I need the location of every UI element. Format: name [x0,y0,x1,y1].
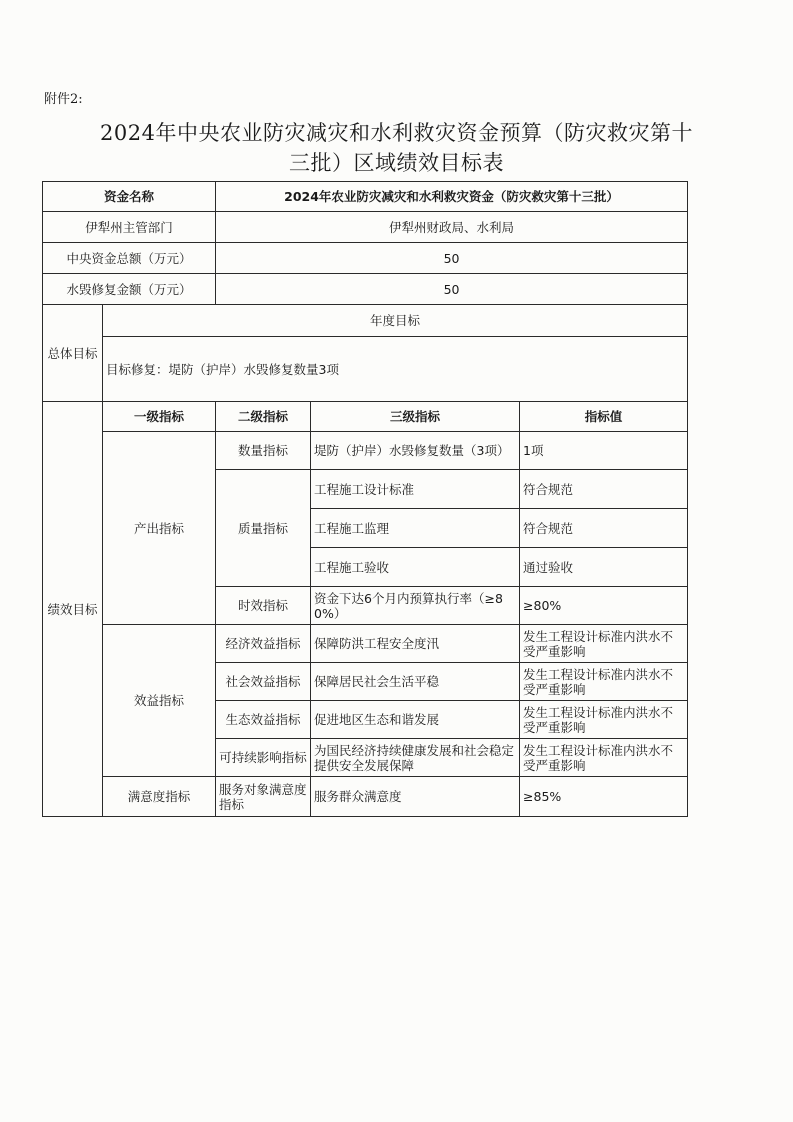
header-value: 指标值 [520,402,688,432]
quantity-indicator-item: 堤防（护岸）水毁修复数量（3项） [311,432,520,470]
quality-item-design: 工程施工设计标准 [311,470,520,509]
sustainable-impact-label: 可持续影响指标 [216,739,311,777]
benefit-indicator-label: 效益指标 [103,625,216,777]
title-line-1: 2024年中央农业防灾减灾和水利救灾资金预算（防灾救灾第十 [100,121,693,145]
table-row [43,274,688,305]
attachment-label: 附件2: [44,92,83,107]
quantity-indicator-label: 数量指标 [216,432,311,470]
timeliness-indicator-item: 资金下达6个月内预算执行率（≥80%） [311,587,520,625]
table-row [43,777,688,817]
satisfaction-sub-label: 服务对象满意度指标 [216,777,311,817]
title-line-2: 三批）区域绩效目标表 [289,151,504,175]
header-level-3: 三级指标 [311,402,520,432]
ecological-benefit-item: 促进地区生态和谐发展 [311,701,520,739]
quantity-indicator-value: 1项 [520,432,688,470]
table-row [43,212,688,243]
dept-value: 伊犁州财政局、水利局 [216,212,688,243]
table-row [43,337,688,402]
economic-benefit-item: 保障防洪工程安全度汛 [311,625,520,663]
repair-fund-value: 50 [216,274,688,305]
performance-target-table [42,181,688,817]
quality-value-acceptance: 通过验收 [520,548,688,587]
header-level-2: 二级指标 [216,402,311,432]
output-indicator-label: 产出指标 [103,432,216,625]
table-row [43,305,688,337]
timeliness-indicator-label: 时效指标 [216,587,311,625]
table-row [43,432,688,470]
social-benefit-label: 社会效益指标 [216,663,311,701]
sustainable-impact-item: 为国民经济持续健康发展和社会稳定提供安全发展保障 [311,739,520,777]
quality-item-acceptance: 工程施工验收 [311,548,520,587]
annual-target-header: 年度目标 [103,305,688,337]
total-fund-value: 50 [216,243,688,274]
satisfaction-indicator-label: 满意度指标 [103,777,216,817]
table-row [43,625,688,663]
repair-fund-label: 水毁修复金额（万元） [43,274,216,305]
table-row [43,402,688,432]
annual-target-text: 目标修复：堤防（护岸）水毁修复数量3项 [103,337,688,402]
sustainable-impact-value: 发生工程设计标准内洪水不受严重影响 [520,739,688,777]
overall-target-label: 总体目标 [43,305,103,402]
quality-value-design: 符合规范 [520,470,688,509]
quality-value-supervision: 符合规范 [520,509,688,548]
fund-name-value: 2024年农业防灾减灾和水利救灾资金（防灾救灾第十三批） [216,182,688,212]
performance-target-label: 绩效目标 [43,402,103,817]
document-title [30,118,763,178]
social-benefit-value: 发生工程设计标准内洪水不受严重影响 [520,663,688,701]
total-fund-label: 中央资金总额（万元） [43,243,216,274]
dept-label: 伊犁州主管部门 [43,212,216,243]
social-benefit-item: 保障居民社会生活平稳 [311,663,520,701]
quality-item-supervision: 工程施工监理 [311,509,520,548]
satisfaction-item: 服务群众满意度 [311,777,520,817]
ecological-benefit-label: 生态效益指标 [216,701,311,739]
fund-name-label: 资金名称 [43,182,216,212]
economic-benefit-label: 经济效益指标 [216,625,311,663]
ecological-benefit-value: 发生工程设计标准内洪水不受严重影响 [520,701,688,739]
table-row [43,243,688,274]
timeliness-indicator-value: ≥80% [520,587,688,625]
table-row [43,182,688,212]
header-level-1: 一级指标 [103,402,216,432]
economic-benefit-value: 发生工程设计标准内洪水不受严重影响 [520,625,688,663]
satisfaction-value: ≥85% [520,777,688,817]
quality-indicator-label: 质量指标 [216,470,311,587]
